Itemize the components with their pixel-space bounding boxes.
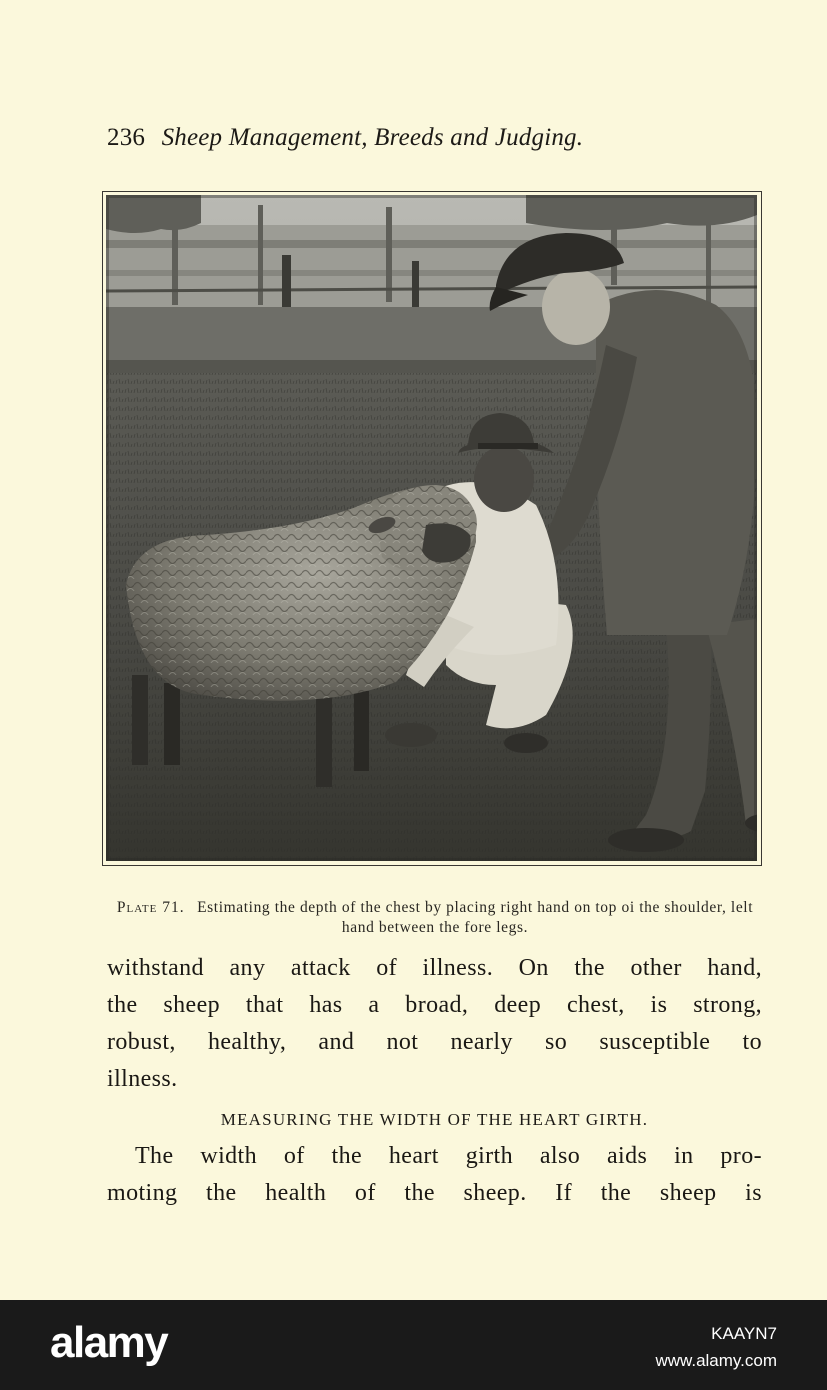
image-id-block xyxy=(655,1320,777,1374)
paragraph-illness xyxy=(107,950,762,1098)
plate-caption xyxy=(105,898,765,938)
plate-photograph xyxy=(102,191,762,866)
sheep-judging-photo xyxy=(106,195,757,861)
text-line: moting the health of the sheep. If the sheep is xyxy=(107,1180,762,1206)
alamy-logo: alamy xyxy=(50,1318,168,1367)
text-line: withstand any attack of illness. On the other hand, xyxy=(107,955,762,981)
image-id: KAAYN7 xyxy=(711,1324,777,1343)
stock-watermark-bar xyxy=(0,1300,827,1390)
plate-label: Plate 71. xyxy=(116,899,185,916)
paragraph-heart-girth xyxy=(107,1138,762,1212)
text-line: the sheep that has a broad, deep chest, is strong, xyxy=(107,992,762,1018)
text-line: illness. xyxy=(107,1066,178,1092)
running-head xyxy=(107,124,727,152)
page-number: 236 xyxy=(107,124,146,151)
plate-caption-text: Estimating the depth of the chest by placing right hand on top oi the shoulder, lelt hand between the fore legs. xyxy=(197,899,754,936)
text-line: robust, healthy, and not nearly so susceptible to xyxy=(107,1029,762,1055)
text-line: The width of the heart girth also aids in pro- xyxy=(135,1143,762,1169)
site-url: www.alamy.com xyxy=(655,1351,777,1370)
book-title: Sheep Management, Breeds and Judging. xyxy=(161,124,584,151)
section-heading: MEASURING THE WIDTH OF THE HEART GIRTH. xyxy=(220,1110,649,1129)
